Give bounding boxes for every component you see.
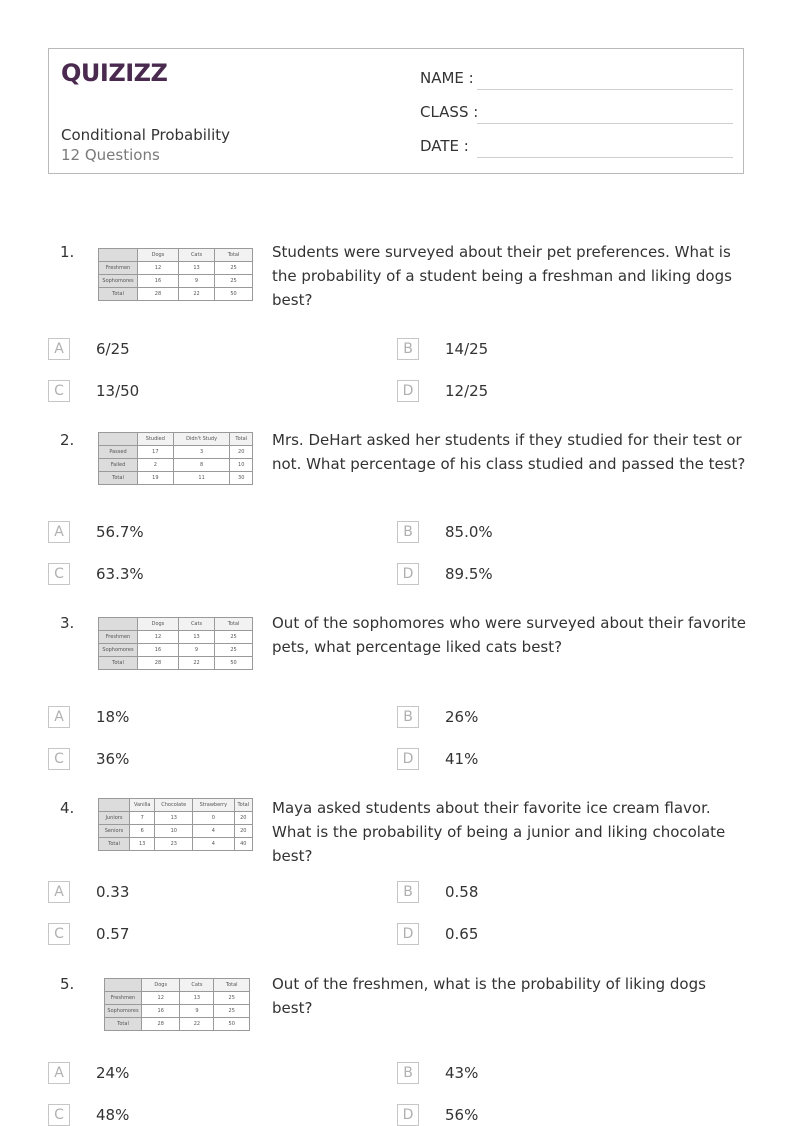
question-number: 3. (60, 614, 75, 632)
option-b-box[interactable]: B (397, 1062, 419, 1084)
option-d-box[interactable]: D (397, 748, 419, 770)
option-b-box[interactable]: B (397, 521, 419, 543)
option-b-text: 0.58 (445, 883, 479, 901)
data-table: Dogs Cats Total Freshmen 12 13 25 Sophomores 16 9 25 Total 28 22 50 (98, 617, 253, 670)
option-a-text: 0.33 (96, 883, 130, 901)
quizizz-logo: QUIZIZZ (61, 59, 168, 87)
option-d-box[interactable]: D (397, 563, 419, 585)
option-b-box[interactable]: B (397, 706, 419, 728)
date-label: DATE : (420, 137, 469, 155)
option-d-box[interactable]: D (397, 923, 419, 945)
option-a-box[interactable]: A (48, 881, 70, 903)
option-d-box[interactable]: D (397, 1104, 419, 1126)
class-field[interactable] (477, 123, 733, 124)
option-a-text: 24% (96, 1064, 130, 1082)
question-number: 4. (60, 799, 75, 817)
worksheet-header (48, 48, 744, 174)
option-c-text: 0.57 (96, 925, 130, 943)
question-count: 12 Questions (61, 146, 160, 164)
option-d-text: 56% (445, 1106, 479, 1124)
option-d-text: 89.5% (445, 565, 493, 583)
name-label: NAME : (420, 69, 474, 87)
option-d-text: 12/25 (445, 382, 489, 400)
question-number: 5. (60, 975, 75, 993)
option-a-box[interactable]: A (48, 706, 70, 728)
question-text: Out of the freshmen, what is the probability of liking dogs best? (272, 975, 706, 1017)
question-table-image (98, 248, 253, 301)
option-b-text: 14/25 (445, 340, 489, 358)
option-c-box[interactable]: C (48, 923, 70, 945)
option-b-text: 43% (445, 1064, 479, 1082)
option-c-text: 36% (96, 750, 130, 768)
question-text: Students were surveyed about their pet preferences. What is the probability of a student being a freshman and liking dogs best? (272, 243, 732, 309)
option-c-box[interactable]: C (48, 380, 70, 402)
option-d-text: 0.65 (445, 925, 479, 943)
data-table: Dogs Cats Total Freshmen 12 13 25 Sophomores 16 9 25 Total 28 22 50 (98, 248, 253, 301)
option-a-text: 18% (96, 708, 130, 726)
name-field[interactable] (477, 89, 733, 90)
question-table-image (98, 617, 253, 670)
question-text: Out of the sophomores who were surveyed about their favorite pets, what percentage liked cats best? (272, 614, 746, 656)
data-table: Vanilla Chocolate Strawberry Total Juniors 7 13 0 20 Seniors 6 10 4 20 Total 13 23 4 40 (98, 798, 253, 851)
question-table-image (98, 432, 253, 485)
question-table-image (104, 978, 250, 1031)
option-d-box[interactable]: D (397, 380, 419, 402)
option-c-box[interactable]: C (48, 1104, 70, 1126)
option-d-text: 41% (445, 750, 479, 768)
option-b-box[interactable]: B (397, 338, 419, 360)
question-text: Mrs. DeHart asked her students if they studied for their test or not. What percentage of his class studied and passed the test? (272, 431, 746, 473)
option-c-text: 13/50 (96, 382, 140, 400)
option-b-box[interactable]: B (397, 881, 419, 903)
option-b-text: 26% (445, 708, 479, 726)
option-a-text: 56.7% (96, 523, 144, 541)
question-table-image (98, 798, 253, 851)
option-c-box[interactable]: C (48, 563, 70, 585)
option-a-box[interactable]: A (48, 1062, 70, 1084)
question-number: 1. (60, 243, 75, 261)
data-table: Studied Didn't Study Total Passed 17 3 20 Failed 2 8 10 Total 19 11 30 (98, 432, 253, 485)
option-b-text: 85.0% (445, 523, 493, 541)
option-c-text: 63.3% (96, 565, 144, 583)
option-a-box[interactable]: A (48, 338, 70, 360)
option-a-box[interactable]: A (48, 521, 70, 543)
option-c-text: 48% (96, 1106, 130, 1124)
data-table: Dogs Cats Total Freshmen 12 13 25 Sophomores 16 9 25 Total 28 22 50 (104, 978, 250, 1031)
class-label: CLASS : (420, 103, 479, 121)
date-field[interactable] (477, 157, 733, 158)
option-a-text: 6/25 (96, 340, 130, 358)
question-number: 2. (60, 431, 75, 449)
option-c-box[interactable]: C (48, 748, 70, 770)
question-text: Maya asked students about their favorite ice cream flavor. What is the probability of being a junior and liking chocolate best? (272, 799, 726, 865)
worksheet-title: Conditional Probability (61, 126, 230, 144)
